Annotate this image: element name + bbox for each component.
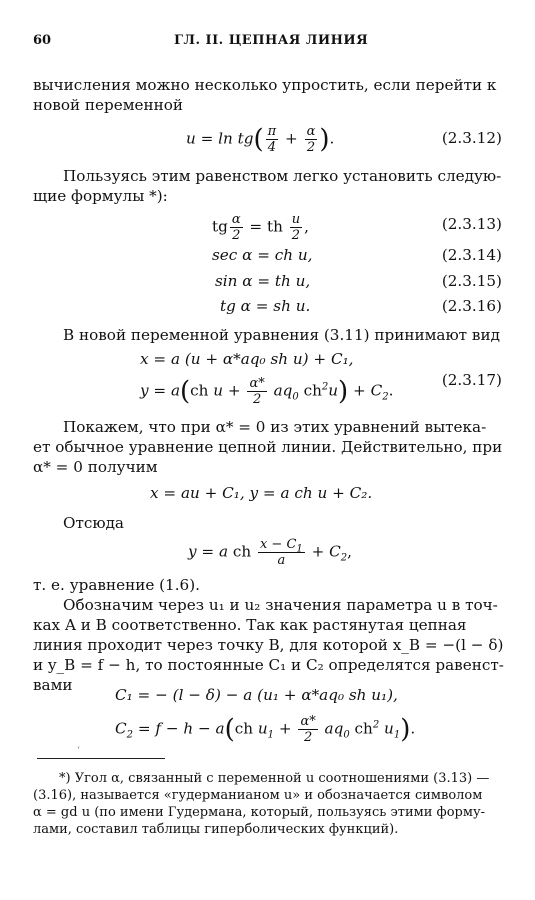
footnote-line: α = gd u (по имени Гудермана, который, пользуясь этими форму- [33,805,486,820]
page-number: 60 [33,33,52,48]
chapter-title: ГЛ. II. ЦЕПНАЯ ЛИНИЯ [174,33,369,48]
paragraph-line: Пользуясь этим равенством легко установить следую- [63,167,502,185]
equation-2-3-17-line2: y = a(ch u + $\frac{\alpha*}{2}$ $aq_0$ $ch^2u) + C_2$. [140,376,394,407]
equation-number: (2.3.16) [441,297,502,315]
equation-alpha-zero: x = au + C₁, y = a ch u + C₂. [150,484,373,502]
footnote-line: лами, составил таблицы гиперболических функций). [33,822,399,837]
paragraph-line: В новой переменной уравнения (3.11) принимают вид [63,326,500,344]
paragraph-line: вычисления можно несколько упростить, если перейти к [33,76,497,94]
equation-2-3-17-line1: x = a (u + α*aq₀ sh u) + C₁, [140,350,354,368]
equation-2-3-12: u = ln tg( $\frac{\pi}{4}$ + $\frac{\alpha}{2}$ ). [186,124,335,155]
paragraph-line: т. е. уравнение (1.6). [33,576,200,594]
footnote-line: (3.16), называется «гудерманианом u» и обозначается символом [33,788,483,803]
equation-2-3-16: tg α = sh u. [220,297,311,315]
paragraph-line: Покажем, что при α* = 0 из этих уравнений вытека- [63,418,487,436]
paragraph-line: Отсюда [63,514,124,532]
paragraph-line: и y_B = f − h, то постоянные C₁ и C₂ определятся равенст- [33,656,504,674]
paragraph-line: Обозначим через u₁ и u₂ значения параметра u в точ- [63,596,498,614]
equation-c1: C₁ = − (l − δ) − a (u₁ + α*aq₀ sh u₁), [115,686,398,704]
equation-2-3-14: sec α = ch u, [212,246,313,264]
paragraph-line: ках A и B соответственно. Так как растянутая цепная [33,616,467,634]
equation-2-3-15: sin α = th u, [215,272,311,290]
equation-number: (2.3.14) [441,246,502,264]
equation-catenary: y = a ch $\frac{x - C_1}{a}$ + $C_2$, [188,537,352,568]
paragraph-line: новой переменной [33,96,184,114]
print-speck: ‘ [77,746,80,756]
paragraph-line: вами [33,676,73,694]
footnote-line: *) Угол α, связанный с переменной u соотношениями (3.13) — [59,771,490,786]
equation-c2: $C_2 = f - h - a(ch$ $u_1$ + $\frac{\alpha*}{2}$ $aq_0$ $ch^2$ $u_1$). [115,714,416,745]
equation-lhs: u = ln tg [186,129,254,148]
footnote-rule [37,758,165,759]
equation-number: (2.3.17) [441,371,502,389]
equation-2-3-13: tg $\frac{\alpha}{2}$ = th $\frac{u}{2}$ , [212,212,309,243]
paragraph-line: линия проходит через точку B, для которой x_B = −(l − δ) [33,636,504,654]
paragraph-line: щие формулы *): [33,187,168,205]
paragraph-line: α* = 0 получим [33,458,158,476]
equation-number: (2.3.13) [441,215,502,233]
paragraph-line: ет обычное уравнение цепной линии. Действительно, при [33,438,503,456]
equation-number: (2.3.15) [441,272,502,290]
equation-number: (2.3.12) [441,129,502,147]
